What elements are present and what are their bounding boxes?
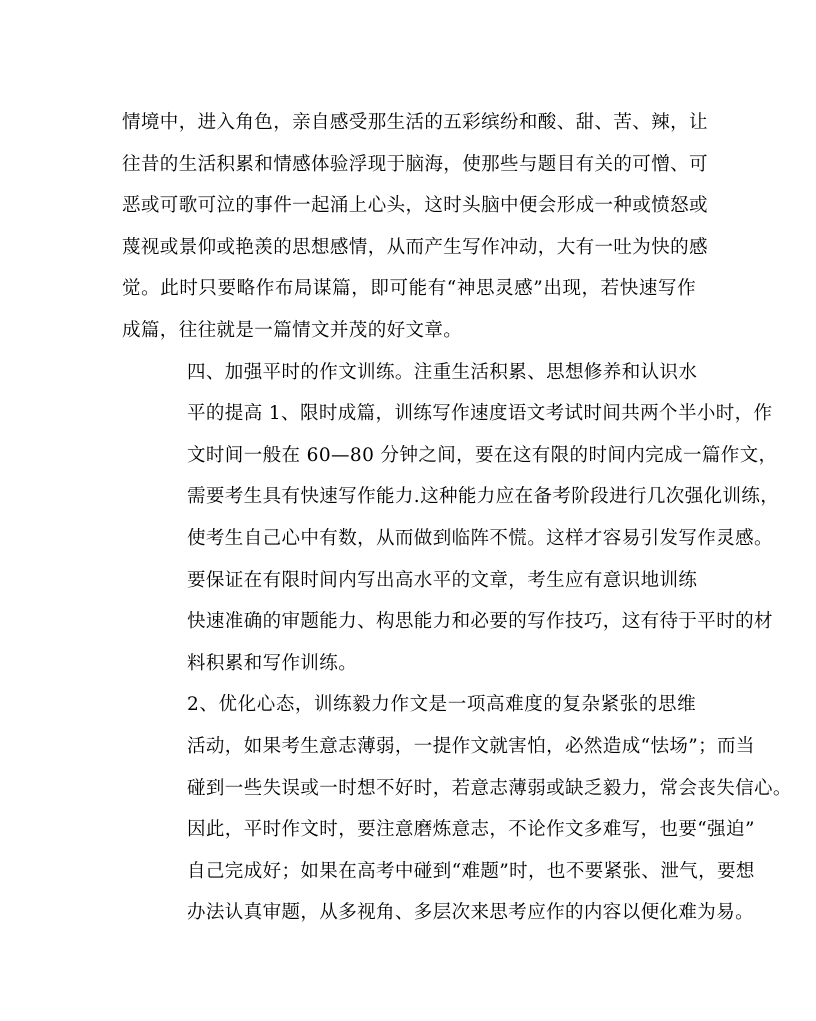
text-line: 往昔的生活积累和情感体验浮现于脑海，使那些与题目有关的可憎、可	[122, 153, 708, 175]
text-line: 2、优化心态，训练毅力作文是一项高难度的复杂紧张的思维	[187, 694, 696, 716]
text-line: 恶或可歌可泣的事件一起涌上心头，这时头脑中便会形成一种或愤怒或	[122, 195, 708, 217]
text-line: 成篇，往往就是一篇情文并茂的好文章。	[122, 319, 463, 341]
text-line: 活动，如果考生意志薄弱，一提作文就害怕，必然造成“怯场”；而当	[187, 735, 755, 757]
text-line: 四、加强平时的作文训练。注重生活积累、思想修养和认识水	[187, 361, 698, 383]
paragraph-4	[122, 684, 792, 934]
text-line: 办法认真审题，从多视角、多层次来思考应作的内容以便化难为易。	[187, 902, 755, 924]
text-line: 快速准确的审题能力、构思能力和必要的写作技巧，这有待于平时的材	[187, 611, 773, 633]
text-line: 需要考生具有快速写作能力.这种能力应在备考阶段进行几次强化训练，	[187, 486, 780, 508]
text-line: 情境中，进入角色，亲自感受那生活的五彩缤纷和酸、甜、苦、辣，让	[122, 112, 708, 133]
text-line: 使考生自己心中有数，从而做到临阵不慌。这样才容易引发写作灵感。	[187, 527, 773, 549]
paragraph-3	[122, 560, 773, 685]
text-line: 蔑视或景仰或艳羡的思想感情，从而产生写作冲动，大有一吐为快的感	[122, 236, 708, 258]
paragraph-1	[122, 102, 708, 352]
text-line: 平的提高 1、限时成篇，训练写作速度语文考试时间共两个半小时，作	[187, 403, 773, 425]
paragraph-2	[122, 352, 780, 560]
text-line: 文时间一般在 60—80 分钟之间，要在这有限的时间内完成一篇作文，	[187, 444, 778, 466]
document-body	[122, 102, 792, 934]
text-line: 要保证在有限时间内写出高水平的文章，考生应有意识地训练	[187, 569, 698, 591]
text-line: 自己完成好；如果在高考中碰到“难题”时，也不要紧张、泄气，要想	[187, 860, 755, 882]
text-line: 碰到一些失误或一时想不好时，若意志薄弱或缺乏毅力，常会丧失信心。	[187, 777, 792, 799]
text-line: 因此，平时作文时，要注意磨炼意志，不论作文多难写，也要“强迫”	[187, 819, 755, 841]
text-line: 觉。此时只要略作布局谋篇，即可能有“神思灵感”出现，若快速写作	[122, 278, 696, 300]
text-line: 料积累和写作训练。	[187, 652, 358, 674]
